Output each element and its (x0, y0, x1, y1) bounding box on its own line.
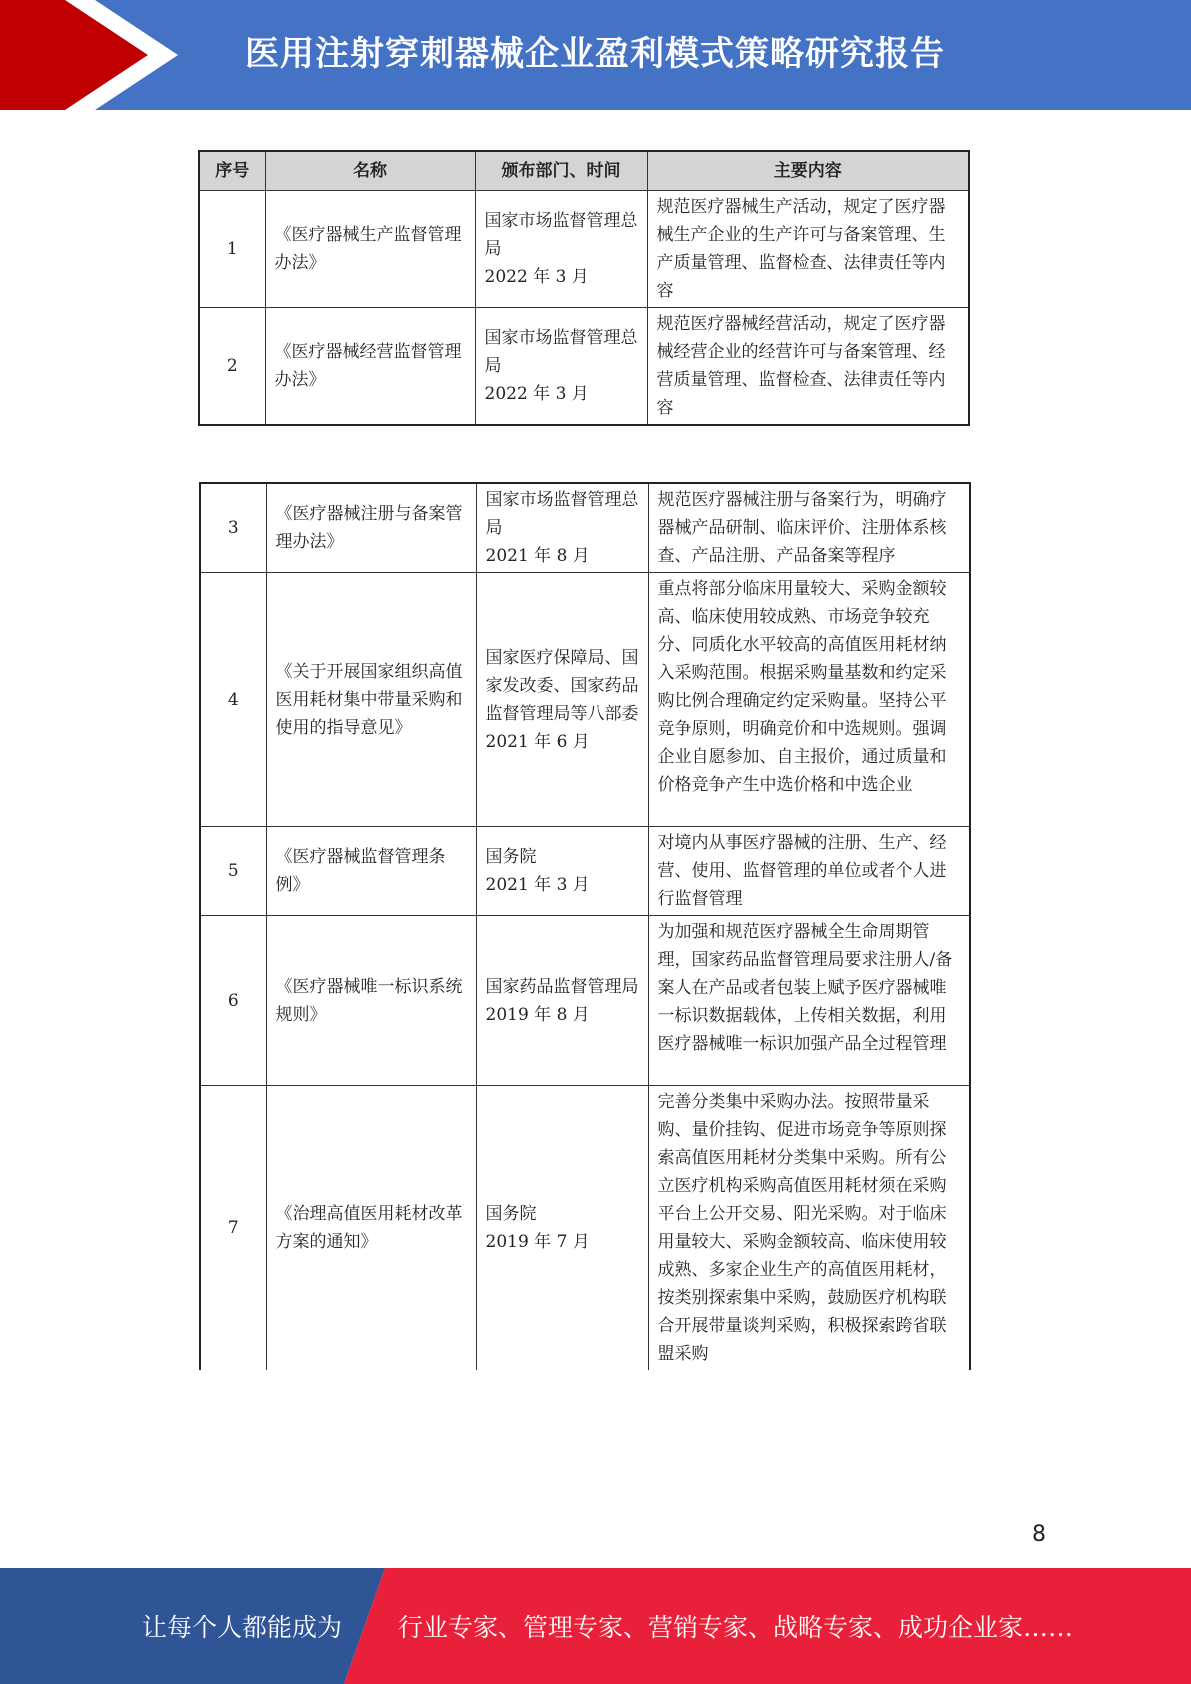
row-number: 7 (200, 1086, 266, 1371)
header-number: 序号 (199, 151, 265, 191)
main-content: 规范医疗器械生产活动，规定了医疗器械生产企业的生产许可与备案管理、生产质量管理、监督检查、法律责任等内容 (647, 191, 969, 308)
regulation-name: 《治理高值医用耗材改革方案的通知》 (266, 1086, 476, 1371)
table-row (200, 483, 970, 573)
table-header-row (199, 151, 969, 191)
department: 国家药品监督管理局 (485, 976, 639, 997)
regulation-name: 《医疗器械生产监督管理办法》 (265, 191, 475, 308)
department: 国家市场监督管理总局 (484, 211, 638, 259)
date: 2021 年 3 月 (485, 875, 590, 895)
header-main-content: 主要内容 (647, 151, 969, 191)
regulation-table-1 (198, 150, 970, 426)
regulation-name: 《医疗器械经营监督管理办法》 (265, 308, 475, 426)
table-row (200, 573, 970, 827)
row-number: 4 (200, 573, 266, 827)
header-department-date: 颁布部门、时间 (475, 151, 647, 191)
department-date (475, 308, 647, 426)
department: 国务院 (485, 1204, 537, 1224)
regulation-name: 《关于开展国家组织高值医用耗材集中带量采购和使用的指导意见》 (266, 573, 476, 827)
page-number: 8 (1032, 1522, 1046, 1547)
regulation-name: 《医疗器械唯一标识系统规则》 (266, 916, 476, 1086)
table-row (199, 191, 969, 308)
row-number: 6 (200, 916, 266, 1086)
report-title: 医用注射穿刺器械企业盈利模式策略研究报告 (245, 34, 945, 74)
date: 2021 年 6 月 (485, 731, 590, 752)
department-date (476, 1086, 648, 1371)
footer-slogan-right: 行业专家、管理专家、营销专家、战略专家、成功企业家…… (398, 1613, 1074, 1642)
date: 2019 年 7 月 (485, 1232, 590, 1252)
department: 国家市场监督管理总局 (484, 328, 638, 376)
row-number: 2 (199, 308, 265, 426)
footer-slogan-left: 让每个人都能成为 (142, 1613, 343, 1642)
main-content: 对境内从事医疗器械的注册、生产、经营、使用、监督管理的单位或者个人进行监督管理 (648, 827, 970, 916)
main-content: 完善分类集中采购办法。按照带量采购、量价挂钩、促进市场竞争等原则探索高值医用耗材分类集中采购。所有公立医疗机构采购高值医用耗材须在采购平台上公开交易、阳光采购。对于临床用量较大、采购金额较高、临床使用较成熟、多家企业生产的高值医用耗材，按类别探索集中采购，鼓励医疗机构联合开展带量谈判采购，积极探索跨省联盟采购 (648, 1086, 970, 1371)
header-red-chevron (0, 0, 148, 110)
table-row (200, 1086, 970, 1371)
date: 2022 年 3 月 (484, 267, 589, 287)
department-date (476, 573, 648, 827)
row-number: 3 (200, 483, 266, 573)
header-banner (0, 0, 1191, 110)
department: 国家医疗保障局、国家发改委、国家药品监督管理局等八部委 (485, 647, 639, 724)
date: 2019 年 8 月 (485, 1004, 590, 1025)
department: 国务院 (485, 847, 537, 867)
department-date (476, 916, 648, 1086)
footer-banner (0, 1568, 1191, 1684)
table-row (199, 308, 969, 426)
main-content: 重点将部分临床用量较大、采购金额较高、临床使用较成熟、市场竞争较充分、同质化水平较高的高值医用耗材纳入采购范围。根据采购量基数和约定采购比例合理确定约定采购量。坚持公平竞争原则，明确竞价和中选规则。强调企业自愿参加、自主报价，通过质量和价格竞争产生中选价格和中选企业 (648, 573, 970, 827)
date: 2021 年 8 月 (485, 546, 590, 566)
regulation-name: 《医疗器械注册与备案管理办法》 (266, 483, 476, 573)
main-content: 规范医疗器械经营活动，规定了医疗器械经营企业的经营许可与备案管理、经营质量管理、监督检查、法律责任等内容 (647, 308, 969, 426)
main-content: 为加强和规范医疗器械全生命周期管理，国家药品监督管理局要求注册人/备案人在产品或者包装上赋予医疗器械唯一标识数据载体，上传相关数据，利用医疗器械唯一标识加强产品全过程管理 (648, 916, 970, 1086)
department-date (476, 827, 648, 916)
row-number: 1 (199, 191, 265, 308)
table-row (200, 827, 970, 916)
department: 国家市场监督管理总局 (485, 490, 639, 538)
header-name: 名称 (265, 151, 475, 191)
department-date (476, 483, 648, 573)
date: 2022 年 3 月 (484, 384, 589, 404)
regulation-table-2 (199, 482, 971, 1370)
table-row (200, 916, 970, 1086)
row-number: 5 (200, 827, 266, 916)
main-content: 规范医疗器械注册与备案行为，明确疗器械产品研制、临床评价、注册体系核查、产品注册、产品备案等程序 (648, 483, 970, 573)
department-date (475, 191, 647, 308)
regulation-name: 《医疗器械监督管理条例》 (266, 827, 476, 916)
